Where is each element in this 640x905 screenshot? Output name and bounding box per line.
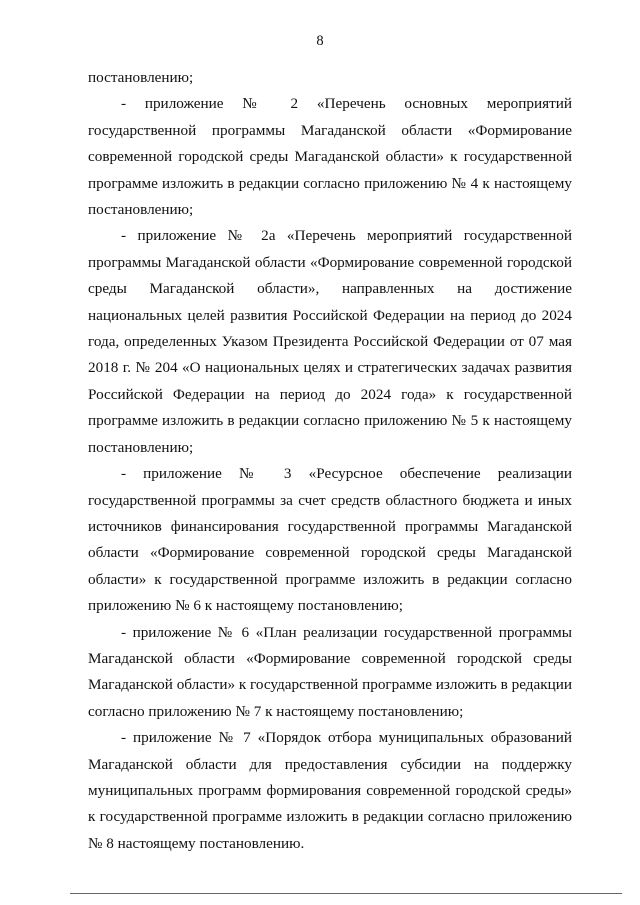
page-number: 8: [316, 33, 324, 49]
paragraph-appendix-3: - приложение № 3 «Ресурсное обеспечение реализации государственной программы за счет средств областного бюджета и иных источников финансирования государственной программы Магаданской области «Формирование современной городской среды Магаданской области» к государственной программе изложить в редакции согласно приложению № 6 к настоящему постановлению;: [88, 465, 572, 615]
paragraph-appendix-2a: - приложение № 2а «Перечень мероприятий государственной программы Магаданской области «Формирование современной городской среды Магаданской области», направленных на достижение национальных целей развития Российской Федерации на период до 2024 года, определенных Указом Президента Российской Федерации от 07 мая 2018 г. № 204 «О национальных целях и стратегических задачах развития Российской Федерации на период до 2024 года» к государственной программе изложить в редакции согласно приложению № 5 к настоящему постановлению;: [88, 227, 572, 456]
paragraph-appendix-2: - приложение № 2 «Перечень основных мероприятий государственной программы Магаданской области «Формирование современной городской среды Магаданской области» к государственной программе изложить в редакции согласно приложению № 4 к настоящему постановлению;: [88, 95, 572, 219]
paragraph-appendix-6: - приложение № 6 «План реализации государственной программы Магаданской области «Формирование современной городской среды Магаданской области» к государственной программе изложить в редакции согласно приложению № 7 к настоящему постановлению;: [88, 623, 572, 720]
paragraph-continuation: постановлению;: [88, 69, 194, 86]
document-body: [88, 65, 572, 857]
page-bottom-edge: [70, 893, 622, 894]
paragraph-appendix-7: - приложение № 7 «Порядок отбора муниципальных образований Магаданской области для предоставления субсидии на поддержку муниципальных программ формирования современной городской среды» к государственной программе изложить в редакции согласно приложению № 8 настоящему постановлению.: [88, 729, 572, 852]
